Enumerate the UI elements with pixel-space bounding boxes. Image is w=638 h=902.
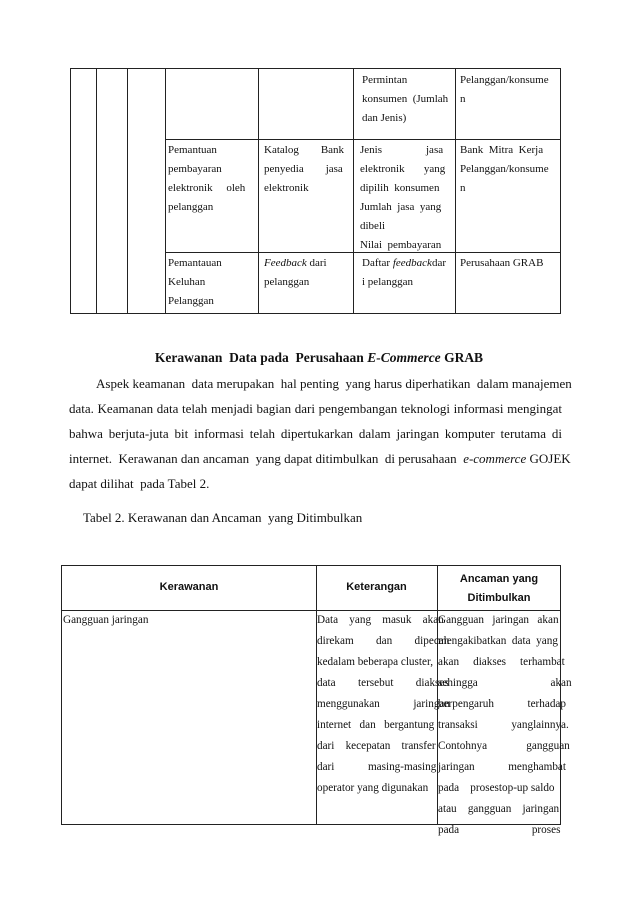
- table-cell-bank-mitra: Bank Mitra Kerja Pelanggan/konsume n: [460, 144, 549, 194]
- table-cell-katalog: Katalog Bank penyedia jasa elektronik: [264, 144, 345, 194]
- table-cell-ancaman: Gangguan jaringan akan mengakibatkan data yang akan diakses terhambat sehingga akan berpengaruh terhadap transaksi yanglainnya. Contohnya gangguan jaringan menghambat pada prosestop-up saldo atau gangguan jaringan pada proses: [438, 614, 572, 836]
- table-caption: Tabel 2. Kerawanan dan Ancaman yang Ditimbulkan: [83, 510, 363, 525]
- column-header-kerawanan: Kerawanan: [159, 581, 219, 593]
- table-cell-jenis-jasa: Jenis jasa elektronik yang dipilih konsumen Jumlah jasa yang dibeli Nilai pembayaran: [360, 144, 446, 251]
- table-cell-keterangan: Data yang masuk akan direkam dan dipecah kedalam beberapa cluster, data tersebut diakses menggunakan jaringan internet dan bergantung dari kecepatan transfer dari masing-masing operator yang digunakan: [317, 614, 450, 794]
- services-table-continued: [70, 68, 561, 314]
- section-heading: Kerawanan Data pada Perusahaan E-Commerce GRAB: [154, 350, 484, 365]
- body-paragraph: [69, 371, 572, 496]
- table-cell-daftar-feedback: Daftar feedbackdar i pelanggan: [362, 257, 446, 288]
- paragraph-line: dapat dilihat pada Tabel 2.: [69, 476, 210, 491]
- table-cell-pelanggan: Pelanggan/konsume n: [460, 74, 549, 105]
- table-cell-gangguan-jaringan: Gangguan jaringan: [63, 614, 149, 626]
- column-header-keterangan: Keterangan: [346, 581, 407, 593]
- paragraph-line: data. Keamanan data telah menjadi bagian dari pengembangan teknologi informasi mengingat: [69, 401, 562, 416]
- threats-table: [61, 565, 572, 836]
- table-cell-pemantauan-keluhan: Pemantauan Keluhan Pelanggan: [168, 257, 222, 307]
- table-cell-permintaan: Permintan konsumen (Jumlah dan Jenis): [362, 74, 449, 124]
- paragraph-line: internet. Kerawanan dan ancaman yang dapat ditimbulkan di perusahaan e-commerce GOJEK: [69, 451, 571, 466]
- table-column-divider: [127, 69, 128, 313]
- column-header-ancaman: Ancaman yang Ditimbulkan: [459, 573, 539, 604]
- table-column-divider: [165, 69, 166, 313]
- table-column-divider: [455, 69, 456, 313]
- table-cell-perusahaan-grab: Perusahaan GRAB: [460, 257, 544, 269]
- table-row-divider: [165, 139, 560, 140]
- table-cell-pemantuan: Pemantuan pembayaran elektronik oleh pelanggan: [168, 144, 246, 213]
- table-column-divider: [353, 69, 354, 313]
- paragraph-line: bahwa berjuta-juta bit informasi telah dipertukarkan dalam jaringan komputer terutama di: [69, 426, 562, 441]
- paragraph-line: Aspek keamanan data merupakan hal penting yang harus diperhatikan dalam manajemen: [96, 376, 572, 391]
- table-cell-feedback: Feedback dari pelanggan: [264, 257, 327, 288]
- table-column-divider: [258, 69, 259, 313]
- table-column-divider: [96, 69, 97, 313]
